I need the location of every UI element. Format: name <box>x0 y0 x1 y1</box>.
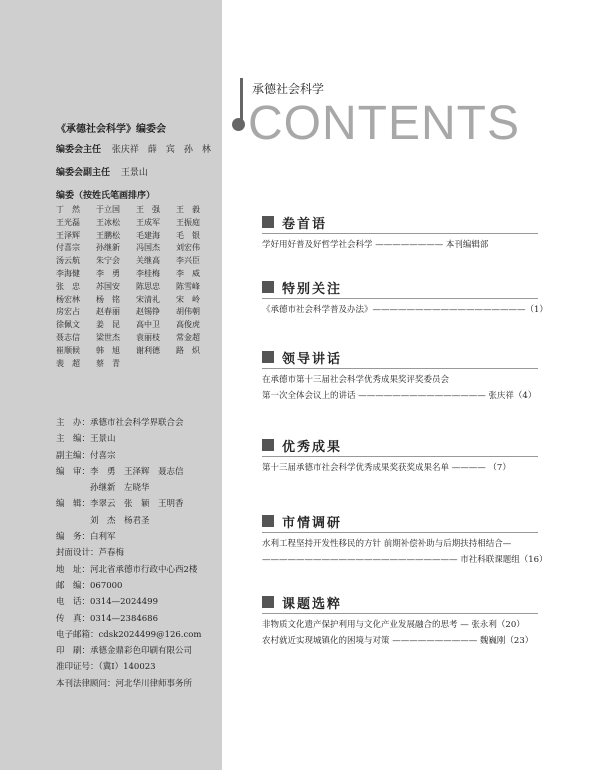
info-line: 地 址：河北省承德市行政中心西2楼 <box>56 564 198 575</box>
info-line: 电子邮箱：cdsk2024499@126.com <box>56 629 202 640</box>
members-row: 付喜宗 孙继新 冯国杰 刘宏伟 <box>56 243 200 253</box>
toc-entry[interactable]: 《承德市社会科学普及办法》——————————————————（1） <box>262 305 548 315</box>
vice-label: 编委会副主任 <box>56 168 111 178</box>
publication-info <box>56 415 201 692</box>
info-line: 孙继新 左晓华 <box>56 483 150 494</box>
info-line: 编 审：李 勇 王泽辉 聂志信 <box>56 466 184 477</box>
info-line: 封面设计：芦春梅 <box>56 548 125 559</box>
toc-entry[interactable]: 水利工程坚持开发性移民的方针 前期补偿补助与后期扶持相结合— <box>262 539 512 549</box>
info-line: 邮 编：067000 <box>56 580 123 591</box>
section-title: 领导讲话 <box>282 351 343 367</box>
members-row: 王光磊 王冰松 王成军 王振庭 <box>56 217 200 227</box>
toc-entry[interactable]: ——————————————————————— 市社科联课题组（16） <box>262 555 548 565</box>
info-line: 编 务：白利军 <box>56 532 116 543</box>
members-row: 徐佩文 姜 昆 高中卫 高俊虎 <box>56 320 200 330</box>
section-preface <box>262 213 542 250</box>
info-line: 准印证号：（冀Ⅰ）140023 <box>56 662 156 673</box>
members-row: 李海健 李 勇 李桂梅 李 威 <box>56 268 200 278</box>
section-divider <box>262 233 538 234</box>
toc-entry[interactable]: 第一次全体会议上的讲话 ——————————————— 张庆祥（4） <box>262 391 537 401</box>
section-square-icon <box>262 351 274 363</box>
section-title: 课题选粹 <box>282 596 343 612</box>
members-list <box>56 204 216 370</box>
header-vertical-bar <box>240 78 243 122</box>
members-row: 裴 超 蔡 青 <box>56 358 120 368</box>
section-square-icon <box>262 216 274 228</box>
members-label-row <box>56 188 155 201</box>
director-row <box>56 142 211 155</box>
info-line: 传 真：0314—2384686 <box>56 613 158 624</box>
info-line: 编 辑：李翠云 张 颖 王明香 <box>56 499 184 510</box>
info-line: 印 刷：承德金鼎彩色印刷有限公司 <box>56 646 193 657</box>
section-leader-speech <box>262 348 542 401</box>
members-row: 张 忠 苏国安 陈思忠 陈雪峰 <box>56 281 200 291</box>
section-selected-topics <box>262 593 542 646</box>
section-title: 卷首语 <box>282 216 328 232</box>
section-square-icon <box>262 596 274 608</box>
info-line: 刘 杰 杨君圣 <box>56 515 150 526</box>
section-divider <box>262 532 538 533</box>
section-special-focus <box>262 278 548 315</box>
vice-director-row <box>56 165 148 178</box>
section-square-icon <box>262 281 274 293</box>
editorial-panel <box>0 0 222 770</box>
members-row: 杨宏林 杨 铭 宋清礼 宋 岭 <box>56 294 200 304</box>
section-title: 市情调研 <box>282 515 343 531</box>
director-label: 编委会主任 <box>56 145 102 155</box>
toc-entry[interactable]: 第十三届承德市社会科学优秀成果奖获奖成果名单 ———— （7） <box>262 463 511 473</box>
magazine-name: 承德社会科学 <box>252 82 325 96</box>
section-divider <box>262 613 538 614</box>
members-row: 聂志信 梁世杰 袁丽枝 常金超 <box>56 332 200 342</box>
toc-entry[interactable]: 学好用好普及好哲学社会科学 ———————— 本刊编辑部 <box>262 240 489 250</box>
section-title: 特别关注 <box>282 281 343 297</box>
section-square-icon <box>262 515 274 527</box>
header-dot <box>232 118 245 131</box>
info-line: 本刊法律顾问：河北华川律师事务所 <box>56 678 193 689</box>
contents-heading: CONTENTS <box>248 97 520 150</box>
section-divider <box>262 456 538 457</box>
section-excellent-results <box>262 436 542 473</box>
section-divider <box>262 298 538 299</box>
info-line: 电 话：0314—2024499 <box>56 597 158 608</box>
toc-entry[interactable]: 农村就近实现城镇化的困境与对策 —————————— 魏巍刚（23） <box>262 636 534 646</box>
section-city-research <box>262 512 548 565</box>
director-names: 张庆祥 薛 宾 孙 林 <box>111 145 211 155</box>
section-title: 优秀成果 <box>282 439 343 455</box>
members-row: 崔顺候 韩 旭 谢利德 路 炽 <box>56 345 200 355</box>
toc-entry[interactable]: 非物质文化遗产保护利用与文化产业发展融合的思考 — 张永利（20） <box>262 620 525 630</box>
members-row: 房宏占 赵春丽 赵锡铮 胡伟朝 <box>56 307 200 317</box>
members-row: 丁 然 于立国 王 强 王 毅 <box>56 205 200 214</box>
members-row: 汤云航 朱宁会 关继高 李兴臣 <box>56 256 200 266</box>
section-divider <box>262 368 538 369</box>
vice-names: 王景山 <box>120 168 148 178</box>
info-line: 副主编：付喜宗 <box>56 450 116 461</box>
members-row: 王泽辉 王鹏松 毛建海 毛 银 <box>56 230 200 240</box>
committee-title: 《承德社会科学》编委会 <box>56 124 166 135</box>
section-square-icon <box>262 439 274 451</box>
info-line: 主 编：王景山 <box>56 434 116 445</box>
info-line: 主 办：承德市社会科学界联合会 <box>56 418 184 428</box>
members-label: 编委（按姓氏笔画排序） <box>56 191 156 201</box>
toc-entry[interactable]: 在承德市第十三届社会科学优秀成果奖评奖委员会 <box>262 375 450 385</box>
